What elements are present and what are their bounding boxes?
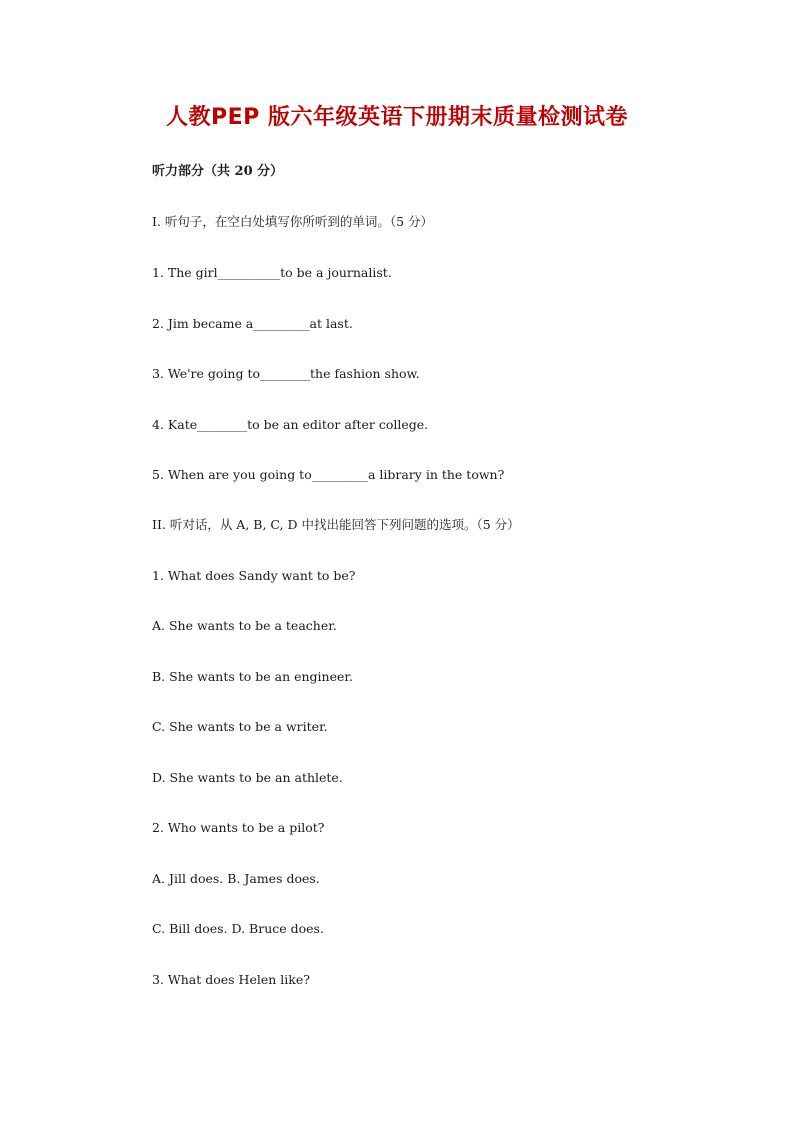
part1-item-5: 5. When are you going to_________a library in the town? bbox=[152, 467, 505, 482]
part1-item-2: 2. Jim became a_________at last. bbox=[152, 316, 353, 331]
part2-q2-option-ab: A. Jill does. B. James does. bbox=[152, 871, 320, 886]
part1-item-1: 1. The girl__________to be a journalist. bbox=[152, 265, 392, 280]
part2-q2-option-cd: C. Bill does. D. Bruce does. bbox=[152, 921, 324, 936]
part2-question-2: 2. Who wants to be a pilot? bbox=[152, 820, 325, 835]
part1-item-4: 4. Kate________to be an editor after college. bbox=[152, 417, 429, 432]
section-listening-header: 听力部分（共 20 分） bbox=[152, 164, 284, 179]
part2-q1-option-c: C. She wants to be a writer. bbox=[152, 719, 328, 734]
part2-q1-option-d: D. She wants to be an athlete. bbox=[152, 770, 343, 785]
part1-heading: I. 听句子，在空白处填写你所听到的单词。（5 分） bbox=[152, 214, 434, 229]
part2-question-3: 3. What does Helen like? bbox=[152, 972, 310, 987]
part1-item-3: 3. We're going to________the fashion show. bbox=[152, 366, 420, 381]
part2-heading: II. 听对话，从 A, B, C, D 中找出能回答下列问题的选项。（5 分） bbox=[152, 517, 520, 532]
document-title: 人教PEP 版六年级英语下册期末质量检测试卷 bbox=[166, 105, 628, 130]
part2-q1-option-a: A. She wants to be a teacher. bbox=[152, 618, 337, 633]
part2-q1-option-b: B. She wants to be an engineer. bbox=[152, 669, 353, 684]
part2-question-1: 1. What does Sandy want to be? bbox=[152, 568, 356, 583]
